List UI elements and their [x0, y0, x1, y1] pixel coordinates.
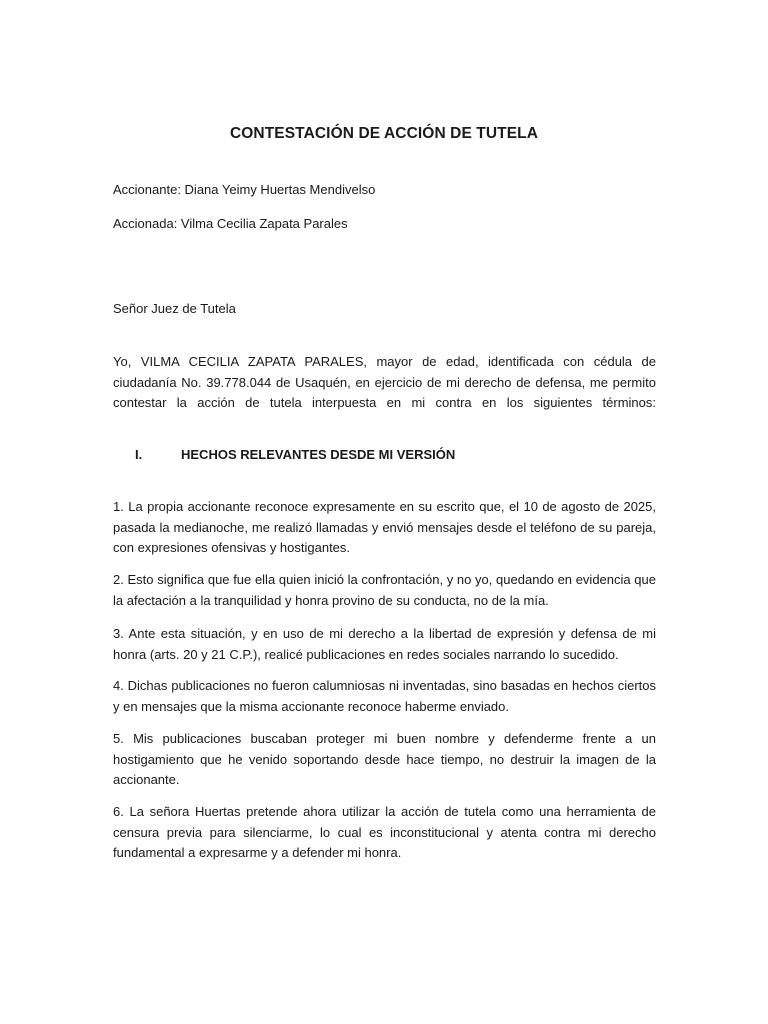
section-title: HECHOS RELEVANTES DESDE MI VERSIÓN: [181, 447, 456, 462]
fact-item-2: 2. Esto significa que fue ella quien inició la confrontación, y no yo, quedando en evidencia que la afectación a la tranquilidad y honra provino de su conducta, no de la mía.: [113, 572, 656, 608]
fact-item-5: 5. Mis publicaciones buscaban proteger mi buen nombre y defenderme frente a un hostigamiento que he venido soportando desde hace tiempo, no destruir la imagen de la accionante.: [113, 731, 656, 787]
section-number: I.: [135, 447, 143, 462]
document-title: CONTESTACIÓN DE ACCIÓN DE TUTELA: [229, 125, 539, 142]
fact-item-1: 1. La propia accionante reconoce expresamente en su escrito que, el 10 de agosto de 2025, pasada la medianoche, me realizó llamadas y envió mensajes desde el teléfono de su pareja, con expresiones ofensivas y hostigantes.: [113, 499, 656, 555]
accionada-line: Accionada: Vilma Cecilia Zapata Parales: [113, 216, 348, 231]
fact-item-6: 6. La señora Huertas pretende ahora utilizar la acción de tutela como una herramienta de censura previa para silenciarme, lo cual es inconstitucional y atenta contra mi derecho fundamental a expresarme y a defender mi honra.: [113, 804, 656, 860]
accionante-line: Accionante: Diana Yeimy Huertas Mendivelso: [113, 182, 376, 197]
intro-paragraph: Yo, VILMA CECILIA ZAPATA PARALES, mayor de edad, identificada con cédula de ciudadanía No. 39.778.044 de Usaquén, en ejercicio de mi derecho de defensa, me permito contestar la acción de tutela interpuesta en mi contra en los siguientes términos:: [113, 354, 656, 410]
salutation: Señor Juez de Tutela: [113, 301, 236, 316]
fact-item-3: 3. Ante esta situación, y en uso de mi derecho a la libertad de expresión y defensa de mi honra (arts. 20 y 21 C.P.), realicé publicaciones en redes sociales narrando lo sucedido.: [113, 626, 656, 662]
fact-item-4: 4. Dichas publicaciones no fueron calumniosas ni inventadas, sino basadas en hechos ciertos y en mensajes que la misma accionante reconoce haberme enviado.: [113, 678, 656, 714]
